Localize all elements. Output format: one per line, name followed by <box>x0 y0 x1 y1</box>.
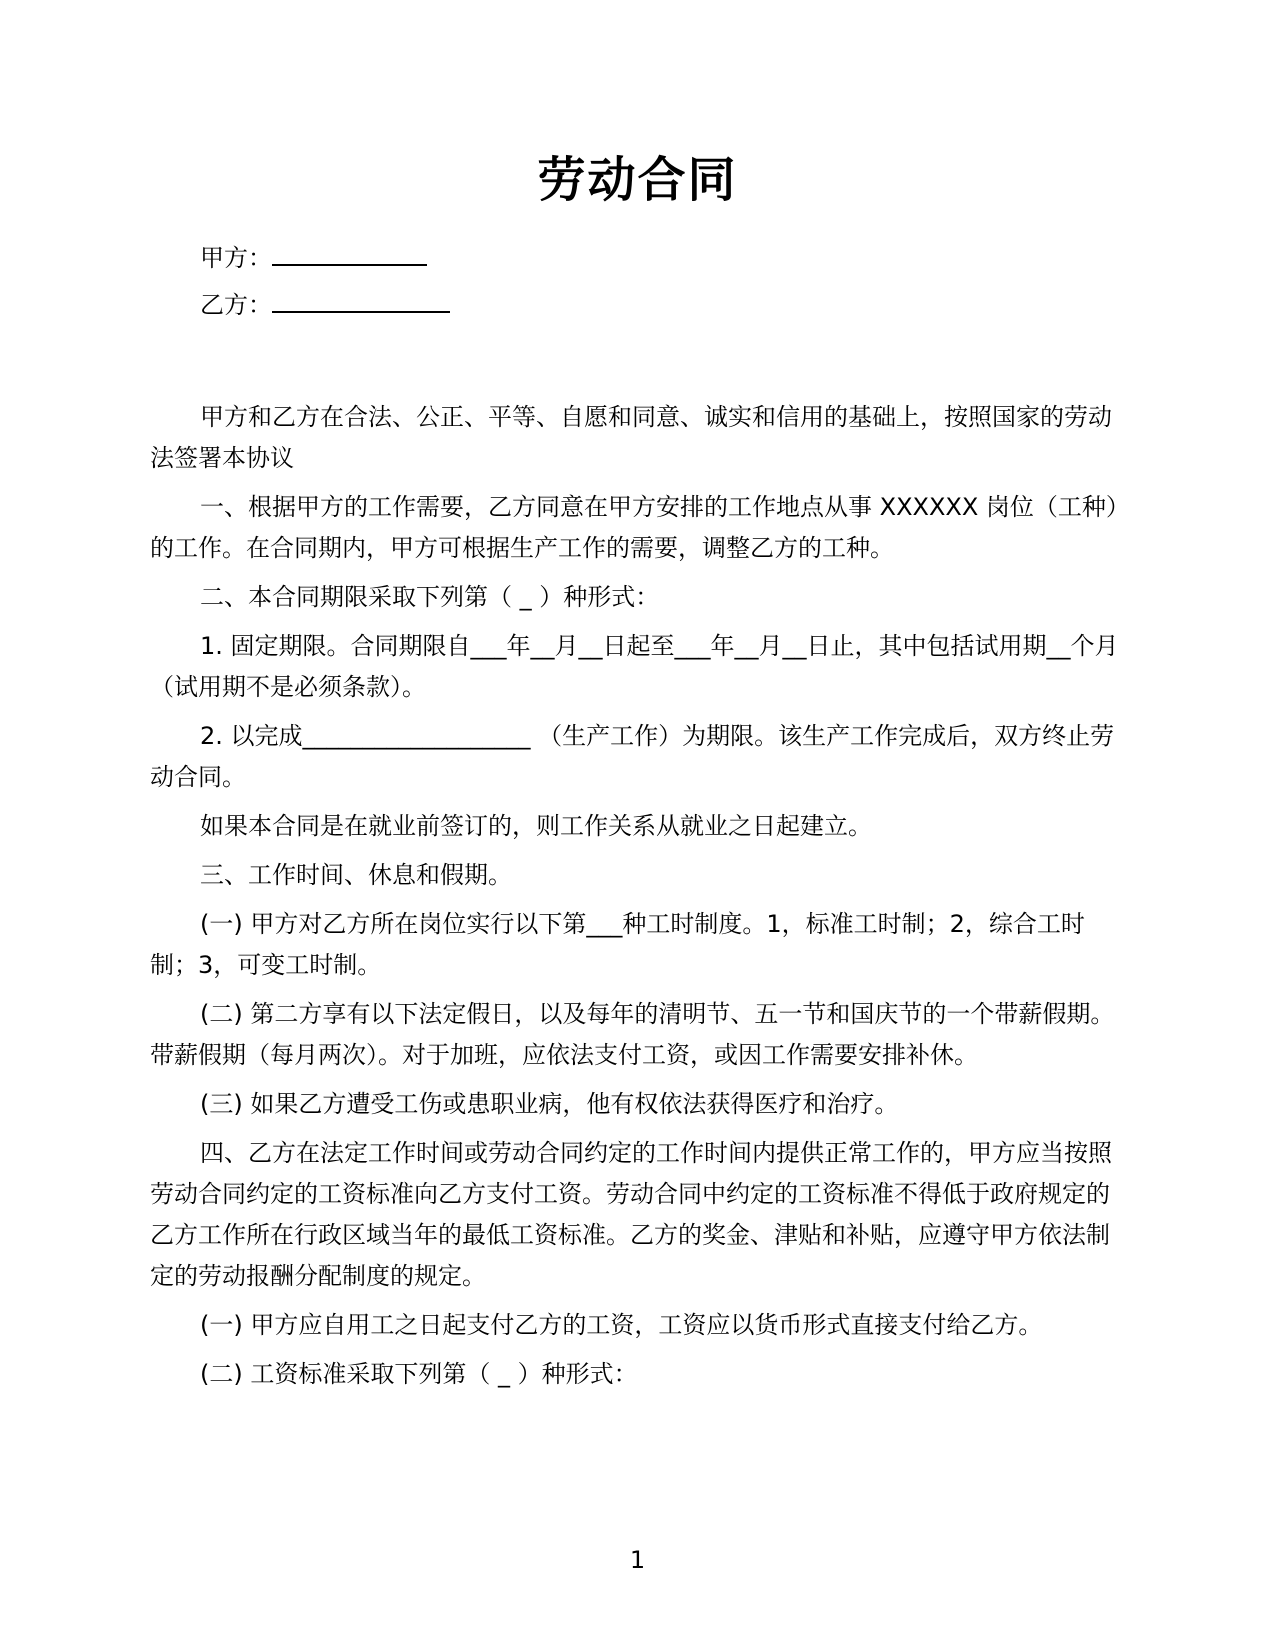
contract-body <box>150 397 1130 1403</box>
party-b-blank <box>272 289 450 313</box>
paragraph-article-2-item-1: 1. 固定期限。合同期限自___年__月__日起至___年__月__日止，其中包括试用期__个月（试用期不是必须条款）。 <box>150 632 1119 701</box>
paragraph-article-3-item-2: (二) 第二方享有以下法定假日，以及每年的清明节、五一节和国庆节的一个带薪假期。带薪假期（每月两次）。对于加班，应依法支付工资，或因工作需要安排补休。 <box>150 1000 1115 1069</box>
party-b-label: 乙方： <box>200 291 272 319</box>
paragraph-article-3-item-1: (一) 甲方对乙方所在岗位实行以下第___种工时制度。1，标准工时制；2，综合工时制；3，可变工时制。 <box>150 910 1085 979</box>
party-a-label: 甲方： <box>200 244 272 272</box>
paragraph-article-4: 四、乙方在法定工作时间或劳动合同约定的工作时间内提供正常工作的，甲方应当按照劳动合同约定的工资标准向乙方支付工资。劳动合同中约定的工资标准不得低于政府规定的乙方工作所在行政区域当年的最低工资标准。乙方的奖金、津贴和补贴，应遵守甲方依法制定的劳动报酬分配制度的规定。 <box>150 1139 1112 1290</box>
paragraph-article-3: 三、工作时间、休息和假期。 <box>200 861 512 889</box>
paragraph-article-2-item-2: 2. 以完成___________________ （生产工作）为期限。该生产工作完成后，双方终止劳动合同。 <box>150 722 1115 791</box>
paragraph-article-3-item-3: (三) 如果乙方遭受工伤或患职业病，他有权依法获得医疗和治疗。 <box>200 1090 899 1118</box>
document-title: 劳动合同 <box>537 152 738 208</box>
party-b-line <box>200 289 450 321</box>
paragraph-article-4-item-1: (一) 甲方应自用工之日起支付乙方的工资，工资应以货币形式直接支付给乙方。 <box>200 1311 1043 1339</box>
party-a-line <box>200 242 427 274</box>
page-number: 1 <box>629 1546 646 1574</box>
party-a-blank <box>272 242 427 266</box>
paragraph-preamble: 甲方和乙方在合法、公正、平等、自愿和同意、诚实和信用的基础上，按照国家的劳动法签署本协议 <box>150 403 1112 472</box>
paragraph-article-4-item-2: (二) 工资标准采取下列第（ _ ）种形式： <box>200 1360 638 1388</box>
paragraph-article-2-note: 如果本合同是在就业前签订的，则工作关系从就业之日起建立。 <box>200 812 872 840</box>
paragraph-article-2: 二、本合同期限采取下列第（ _ ）种形式： <box>200 583 660 611</box>
paragraph-article-1: 一、根据甲方的工作需要，乙方同意在甲方安排的工作地点从事 XXXXXX 岗位（工种）的工作。在合同期内，甲方可根据生产工作的需要，调整乙方的工种。 <box>150 493 1130 562</box>
